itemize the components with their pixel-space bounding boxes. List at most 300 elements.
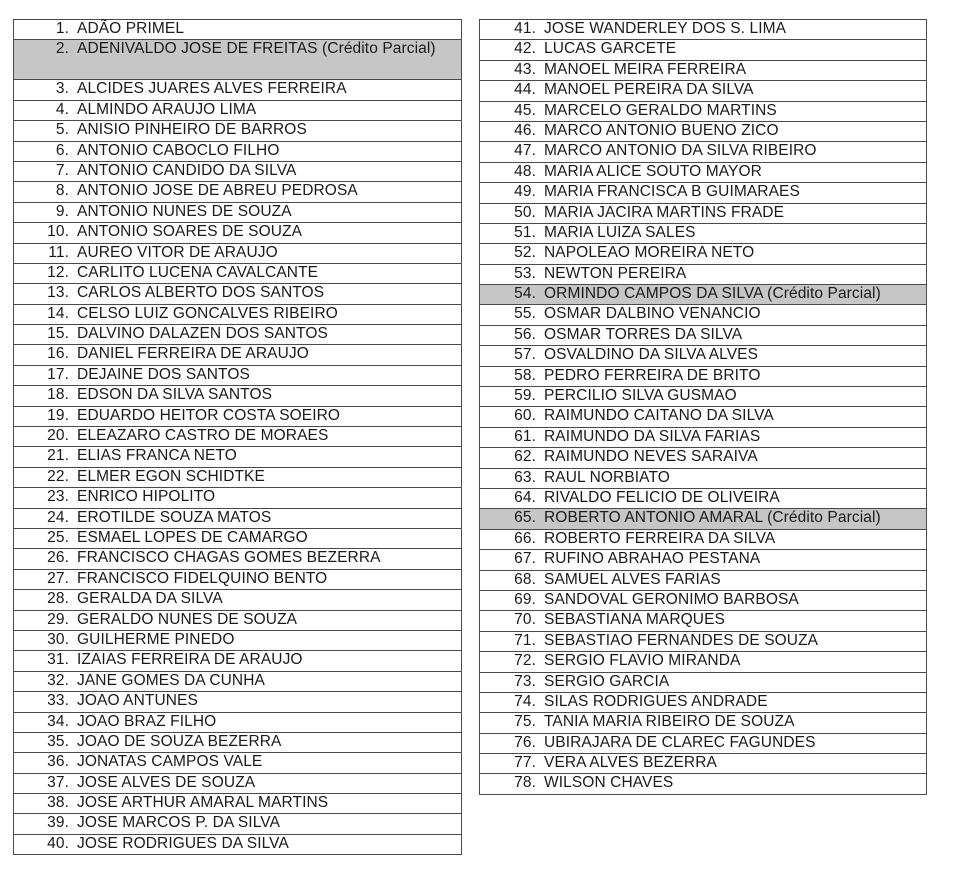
row-number: 58. (514, 366, 536, 384)
row-number: 57. (514, 346, 536, 364)
row-number: 29. (47, 610, 69, 628)
table-cell (480, 733, 927, 753)
table-row (480, 81, 927, 101)
row-number: 55. (514, 305, 536, 323)
row-number: 73. (514, 672, 536, 690)
person-name: ADÃO PRIMEL (77, 20, 185, 37)
row-number: 40. (47, 834, 69, 852)
table-row (480, 468, 927, 488)
table-cell (480, 264, 927, 284)
table-row (14, 651, 462, 671)
person-name: ORMINDO CAMPOS DA SILVA (Crédito Parcial) (544, 285, 881, 303)
person-name: JOSE MARCOS P. DA SILVA (77, 814, 281, 832)
table-cell (14, 182, 462, 202)
table-row (480, 774, 927, 794)
table-row (14, 263, 462, 283)
person-name: FRANCISCO CHAGAS GOMES BEZERRA (77, 549, 381, 567)
table-cell (480, 366, 927, 386)
person-name: RIVALDO FELICIO DE OLIVEIRA (544, 488, 780, 506)
person-name: MANOEL PEREIRA DA SILVA (544, 81, 754, 99)
table-row (480, 244, 927, 264)
person-name: SEBASTIANA MARQUES (544, 611, 725, 629)
table-row (480, 427, 927, 447)
table-row (14, 692, 462, 712)
table-cell (480, 81, 927, 101)
person-name: MARIA JACIRA MARTINS FRADE (544, 203, 785, 221)
table-cell (480, 20, 927, 40)
table-row (14, 365, 462, 385)
row-number: 63. (514, 468, 536, 486)
table-cell (480, 162, 927, 182)
row-number: 13. (47, 284, 69, 302)
name-list-right (479, 19, 927, 795)
table-cell (480, 488, 927, 508)
table-row (480, 448, 927, 468)
table-cell (14, 325, 462, 345)
table-cell (14, 20, 462, 40)
row-number: 35. (47, 732, 69, 750)
table-row (14, 161, 462, 181)
person-name: OSVALDINO DA SILVA ALVES (544, 346, 759, 364)
row-number: 23. (47, 488, 69, 506)
table-row (14, 569, 462, 589)
table-row (480, 346, 927, 366)
row-number: 45. (514, 101, 536, 119)
table-cell (480, 774, 927, 794)
person-name: DALVINO DALAZEN DOS SANTOS (77, 325, 328, 343)
table-cell (14, 488, 462, 508)
table-row (480, 590, 927, 610)
table-row (14, 386, 462, 406)
table-row (14, 20, 462, 40)
person-name: IZAIAS FERREIRA DE ARAUJO (77, 651, 303, 669)
row-number: 47. (514, 142, 536, 160)
person-name: LUCAS GARCETE (544, 40, 677, 58)
table-cell (14, 549, 462, 569)
row-number: 53. (514, 264, 536, 282)
table-cell (480, 346, 927, 366)
person-name: RAIMUNDO DA SILVA FARIAS (544, 427, 761, 445)
table-row (14, 753, 462, 773)
table-cell (14, 223, 462, 243)
person-name: RAIMUNDO NEVES SARAIVA (544, 448, 758, 466)
row-number: 25. (47, 528, 69, 546)
table-cell (480, 550, 927, 570)
person-name: MARIA ALICE SOUTO MAYOR (544, 162, 762, 180)
row-number: 60. (514, 407, 536, 425)
person-name: NAPOLEAO MOREIRA NETO (544, 244, 755, 262)
row-number: 78. (514, 774, 536, 792)
table-cell (14, 712, 462, 732)
table-cell (14, 304, 462, 324)
table-cell (480, 183, 927, 203)
row-number: 77. (514, 754, 536, 772)
row-number: 31. (47, 651, 69, 669)
person-name: RAIMUNDO CAITANO DA SILVA (544, 407, 774, 425)
table-cell (14, 406, 462, 426)
table-row (14, 671, 462, 691)
row-number: 20. (47, 427, 69, 445)
person-name: ANTONIO CABOCLO FILHO (77, 141, 280, 159)
row-number: 72. (514, 652, 536, 670)
table-row (480, 611, 927, 631)
row-number: 15. (47, 325, 69, 343)
person-name: ENRICO HIPOLITO (77, 488, 216, 506)
name-list-left (13, 19, 462, 855)
table-cell (14, 528, 462, 548)
table-cell (14, 80, 462, 100)
table-cell (480, 285, 927, 305)
table-row (14, 427, 462, 447)
table-cell (480, 754, 927, 774)
table-row (14, 732, 462, 752)
person-name: MARCO ANTONIO DA SILVA RIBEIRO (544, 142, 817, 160)
table-cell (480, 713, 927, 733)
table-cell (480, 590, 927, 610)
person-name: ELEAZARO CASTRO DE MORAES (77, 427, 329, 445)
row-number: 52. (514, 244, 536, 262)
table-row (14, 773, 462, 793)
row-number: 36. (47, 753, 69, 771)
table-row (14, 712, 462, 732)
row-number: 66. (514, 529, 536, 547)
row-number: 64. (514, 488, 536, 506)
table-row (480, 509, 927, 529)
table-cell (480, 529, 927, 549)
table-row (480, 692, 927, 712)
person-name: ALMINDO ARAUJO LIMA (77, 100, 257, 118)
row-number: 50. (514, 203, 536, 221)
table-row (14, 447, 462, 467)
person-name: CELSO LUIZ GONCALVES RIBEIRO (77, 304, 338, 322)
table-row (480, 652, 927, 672)
table-cell (480, 672, 927, 692)
row-number: 59. (514, 387, 536, 405)
person-name: ANTONIO SOARES DE SOUZA (77, 223, 303, 241)
person-name: EDSON DA SILVA SANTOS (77, 386, 273, 404)
table-row (14, 630, 462, 650)
table-cell (14, 814, 462, 834)
table-row (480, 142, 927, 162)
row-number: 39. (47, 814, 69, 832)
person-name: SERGIO GARCIA (544, 672, 670, 690)
table-row (480, 101, 927, 121)
person-name: ANTONIO CANDIDO DA SILVA (77, 161, 297, 179)
row-number: 34. (47, 712, 69, 730)
table-cell (14, 732, 462, 752)
person-name: PERCILIO SILVA GUSMAO (544, 387, 737, 405)
table-row (480, 40, 927, 60)
person-name: JOSE ARTHUR AMARAL MARTINS (77, 794, 329, 812)
person-name: RAUL NORBIATO (544, 468, 670, 486)
row-number: 69. (514, 590, 536, 608)
table-row (14, 345, 462, 365)
person-name: DEJAINE DOS SANTOS (77, 365, 250, 383)
table-cell (14, 202, 462, 222)
row-number: 3. (55, 80, 69, 98)
row-number: 5. (55, 121, 69, 139)
table-row (14, 794, 462, 814)
table-row (14, 590, 462, 610)
table-row (14, 141, 462, 161)
table-row (14, 223, 462, 243)
table-cell (480, 142, 927, 162)
table-row (480, 121, 927, 141)
person-name: MARCO ANTONIO BUENO ZICO (544, 121, 779, 139)
person-name: ROBERTO FERREIRA DA SILVA (544, 529, 776, 547)
row-number: 16. (47, 345, 69, 363)
table-row (14, 488, 462, 508)
person-name: MANOEL MEIRA FERREIRA (544, 60, 747, 78)
table-row (480, 20, 927, 40)
table-cell (14, 365, 462, 385)
person-name: ELIAS FRANCA NETO (77, 447, 237, 465)
table-cell (14, 834, 462, 854)
person-name: JONATAS CAMPOS VALE (77, 753, 263, 771)
person-name: TANIA MARIA RIBEIRO DE SOUZA (544, 713, 795, 731)
table-cell (480, 60, 927, 80)
table-cell (14, 569, 462, 589)
table-cell (14, 773, 462, 793)
row-number: 27. (47, 569, 69, 587)
table-cell (480, 427, 927, 447)
person-name: EDUARDO HEITOR COSTA SOEIRO (77, 406, 341, 424)
table-cell (14, 345, 462, 365)
person-name: ANTONIO NUNES DE SOUZA (77, 202, 292, 220)
person-name: SANDOVAL GERONIMO BARBOSA (544, 590, 799, 608)
table-cell (480, 244, 927, 264)
table-row (14, 182, 462, 202)
person-name: ADENIVALDO JOSE DE FREITAS (Crédito Parcial) (77, 40, 436, 58)
table-cell (480, 203, 927, 223)
table-cell (14, 651, 462, 671)
table-cell (14, 610, 462, 630)
table-row (14, 121, 462, 141)
person-name: GERALDA DA SILVA (77, 590, 223, 608)
table-row (480, 733, 927, 753)
row-number: 51. (514, 223, 536, 241)
row-number: 8. (55, 182, 69, 200)
table-cell (14, 161, 462, 181)
person-name: MARIA FRANCISCA B GUIMARAES (544, 183, 800, 201)
row-number: 1. (55, 20, 69, 37)
table-row (480, 264, 927, 284)
table-cell (14, 141, 462, 161)
row-number: 7. (55, 161, 69, 179)
row-number: 11. (48, 243, 69, 261)
table-row (14, 467, 462, 487)
person-name: JOAO DE SOUZA BEZERRA (77, 732, 282, 750)
person-name: JOSE WANDERLEY DOS S. LIMA (544, 20, 787, 37)
person-name: SERGIO FLAVIO MIRANDA (544, 652, 741, 670)
row-number: 10. (47, 223, 69, 241)
table-row (14, 304, 462, 324)
row-number: 41. (514, 20, 536, 37)
row-number: 18. (47, 386, 69, 404)
table-row (14, 284, 462, 304)
row-number: 38. (47, 794, 69, 812)
person-name: VERA ALVES BEZERRA (544, 754, 717, 772)
row-number: 74. (514, 692, 536, 710)
person-name: RUFINO ABRAHAO PESTANA (544, 550, 761, 568)
person-name: WILSON CHAVES (544, 774, 674, 792)
person-name: JOSE RODRIGUES DA SILVA (77, 834, 289, 852)
table-cell (14, 692, 462, 712)
table-cell (480, 101, 927, 121)
table-row (480, 162, 927, 182)
table-cell (480, 509, 927, 529)
table-cell (480, 407, 927, 427)
table-cell (14, 100, 462, 120)
row-number: 71. (514, 631, 536, 649)
table-cell (14, 794, 462, 814)
table-cell (14, 590, 462, 610)
row-number: 6. (55, 141, 69, 159)
person-name: GUILHERME PINEDO (77, 630, 235, 648)
table-row (480, 570, 927, 590)
table-row (480, 387, 927, 407)
person-name: JOAO BRAZ FILHO (77, 712, 217, 730)
table-row (480, 60, 927, 80)
person-name: MARCELO GERALDO MARTINS (544, 101, 777, 119)
table-row (14, 549, 462, 569)
row-number: 14. (47, 304, 69, 322)
table-row (480, 183, 927, 203)
table-cell (480, 40, 927, 60)
table-cell (14, 40, 462, 80)
row-number: 46. (514, 121, 536, 139)
row-number: 54. (514, 285, 536, 303)
table-cell (14, 753, 462, 773)
person-name: FRANCISCO FIDELQUINO BENTO (77, 569, 328, 587)
table-row (480, 203, 927, 223)
row-number: 21. (47, 447, 69, 465)
person-name: NEWTON PEREIRA (544, 264, 687, 282)
table-cell (480, 121, 927, 141)
table-cell (480, 448, 927, 468)
row-number: 48. (514, 162, 536, 180)
row-number: 32. (47, 671, 69, 689)
person-name: EROTILDE SOUZA MATOS (77, 508, 272, 526)
table-row (14, 406, 462, 426)
table-row (480, 529, 927, 549)
table-cell (480, 652, 927, 672)
table-cell (14, 121, 462, 141)
row-number: 4. (55, 100, 69, 118)
person-name: CARLOS ALBERTO DOS SANTOS (77, 284, 325, 302)
table-cell (14, 427, 462, 447)
row-number: 22. (47, 467, 69, 485)
table-cell (480, 305, 927, 325)
person-name: SEBASTIAO FERNANDES DE SOUZA (544, 631, 819, 649)
row-number: 61. (514, 427, 536, 445)
table-row (480, 672, 927, 692)
table-cell (14, 671, 462, 691)
person-name: AUREO VITOR DE ARAUJO (77, 243, 278, 261)
table-cell (14, 508, 462, 528)
table-row (14, 40, 462, 80)
row-number: 44. (514, 81, 536, 99)
person-name: ANTONIO JOSE DE ABREU PEDROSA (77, 182, 358, 200)
row-number: 28. (47, 590, 69, 608)
row-number: 19. (47, 406, 69, 424)
row-number: 56. (514, 325, 536, 343)
table-row (14, 325, 462, 345)
row-number: 37. (47, 773, 69, 791)
person-name: OSMAR TORRES DA SILVA (544, 325, 743, 343)
table-row (480, 223, 927, 243)
person-name: SAMUEL ALVES FARIAS (544, 570, 721, 588)
table-cell (14, 386, 462, 406)
row-number: 67. (514, 550, 536, 568)
person-name: CARLITO LUCENA CAVALCANTE (77, 263, 319, 281)
table-cell (480, 611, 927, 631)
table-row (14, 508, 462, 528)
table-row (14, 814, 462, 834)
table-cell (14, 263, 462, 283)
row-number: 30. (47, 630, 69, 648)
row-number: 70. (514, 611, 536, 629)
row-number: 9. (55, 202, 69, 220)
person-name: ANISIO PINHEIRO DE BARROS (77, 121, 307, 139)
table-row (480, 550, 927, 570)
row-number: 49. (514, 183, 536, 201)
row-number: 17. (47, 365, 69, 383)
table-cell (14, 630, 462, 650)
row-number: 26. (47, 549, 69, 567)
table-row (480, 305, 927, 325)
table-cell (14, 284, 462, 304)
row-number: 43. (514, 60, 536, 78)
person-name: ELMER EGON SCHIDTKE (77, 467, 265, 485)
table-row (480, 754, 927, 774)
row-number: 12. (47, 263, 69, 281)
person-name: JANE GOMES DA CUNHA (77, 671, 265, 689)
row-number: 76. (514, 733, 536, 751)
table-row (14, 528, 462, 548)
row-number: 68. (514, 570, 536, 588)
table-row (14, 243, 462, 263)
person-name: ALCIDES JUARES ALVES FERREIRA (77, 80, 347, 98)
table-cell (480, 631, 927, 651)
table-row (14, 100, 462, 120)
table-cell (14, 467, 462, 487)
table-row (480, 407, 927, 427)
person-name: JOAO ANTUNES (77, 692, 198, 710)
person-name: ESMAEL LOPES DE CAMARGO (77, 528, 308, 546)
person-name: JOSE ALVES DE SOUZA (77, 773, 256, 791)
person-name: PEDRO FERREIRA DE BRITO (544, 366, 761, 384)
table-cell (14, 447, 462, 467)
table-row (480, 488, 927, 508)
table-cell (480, 570, 927, 590)
row-number: 24. (47, 508, 69, 526)
row-number: 33. (47, 692, 69, 710)
row-number: 75. (514, 713, 536, 731)
table-cell (480, 325, 927, 345)
table-row (14, 610, 462, 630)
table-row (14, 834, 462, 854)
table-cell (480, 692, 927, 712)
table-row (14, 80, 462, 100)
table-row (480, 325, 927, 345)
row-number: 42. (514, 40, 536, 58)
person-name: DANIEL FERREIRA DE ARAUJO (77, 345, 309, 363)
person-name: UBIRAJARA DE CLAREC FAGUNDES (544, 733, 816, 751)
table-cell (14, 243, 462, 263)
person-name: SILAS RODRIGUES ANDRADE (544, 692, 768, 710)
person-name: MARIA LUIZA SALES (544, 223, 696, 241)
